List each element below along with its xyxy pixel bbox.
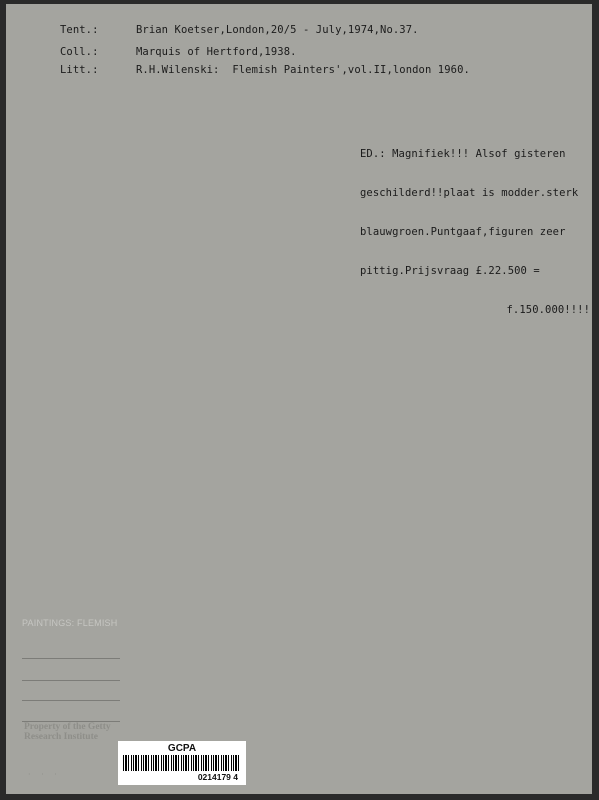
ruled-line [22, 700, 120, 701]
field-label: Litt.: [60, 64, 99, 76]
field-value: R.H.Wilenski: Flemish Painters',vol.II,london 1960. [136, 64, 470, 76]
field-label: Tent.: [60, 24, 99, 36]
ruled-line [22, 680, 120, 681]
barcode-icon [123, 755, 241, 771]
category-stamp: PAINTINGS: FLEMISH [22, 618, 118, 628]
barcode-number: 0214179 4 [197, 772, 238, 782]
note-line: blauwgroen.Puntgaaf,figuren zeer [360, 226, 566, 238]
archive-card [6, 4, 592, 794]
note-line: pittig.Prijsvraag £.22.500 = [360, 265, 540, 277]
field-label: Coll.: [60, 46, 99, 58]
barcode-title: GCPA [167, 743, 197, 754]
note-line: f.150.000!!!! [506, 304, 590, 316]
note-line: geschilderd!!plaat is modder.sterk [360, 187, 579, 199]
stamp-dots: · · · [28, 770, 61, 779]
property-line: Research Institute [24, 732, 98, 742]
barcode-label [118, 741, 246, 785]
property-line: Property of the Getty [24, 722, 111, 732]
ruled-line [22, 658, 120, 659]
editor-note [360, 122, 590, 343]
property-stamp [24, 722, 134, 742]
field-value: Marquis of Hertford,1938. [136, 46, 297, 58]
note-line: ED.: Magnifiek!!! Alsof gisteren [360, 148, 566, 160]
field-value: Brian Koetser,London,20/5 - July,1974,No.37. [136, 24, 419, 36]
